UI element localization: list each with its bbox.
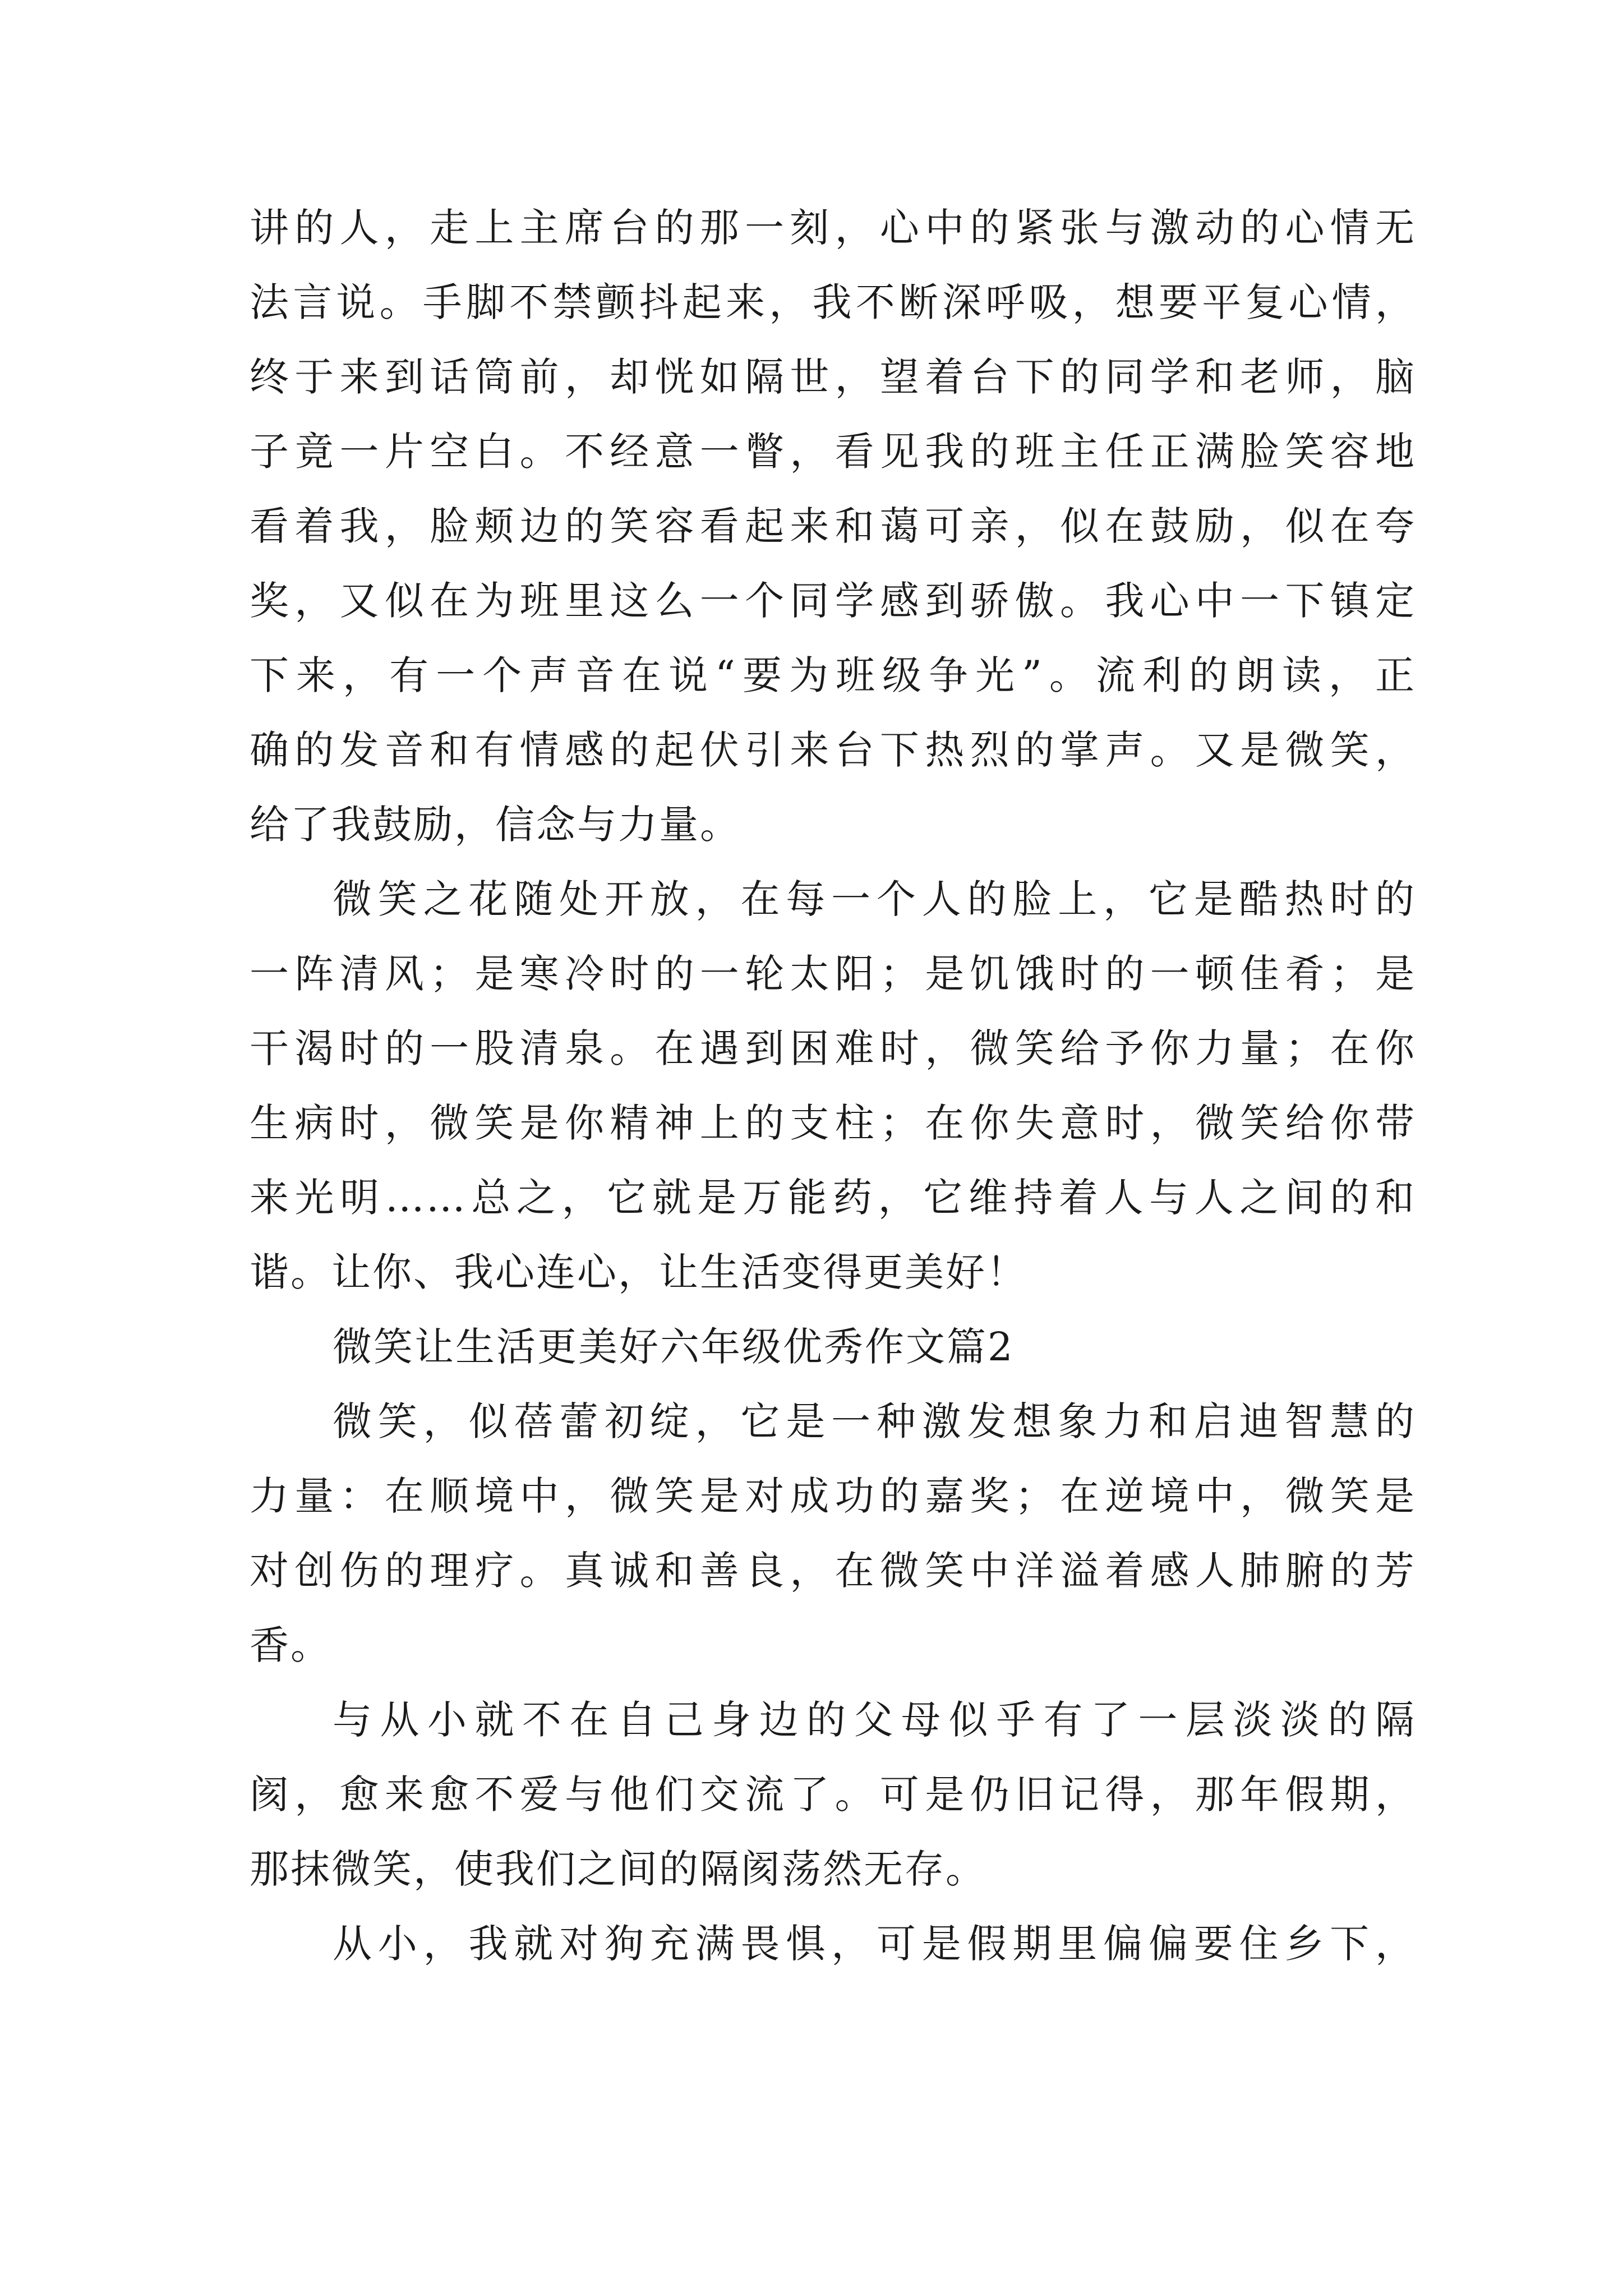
text-line: 对创伤的理疗。真诚和善良，在微笑中洋溢着感人肺腑的芳 <box>250 1548 1416 1594</box>
text-line: 那抹微笑，使我们之间的隔阂荡然无存。 <box>250 1846 986 1892</box>
text-line: 谐。让你、我心连心，让生活变得更美好！ <box>250 1249 1027 1295</box>
text-line: 终于来到话筒前，却恍如隔世，望着台下的同学和老师，脑 <box>250 354 1416 400</box>
text-line: 奖，又似在为班里这么一个同学感到骄傲。我心中一下镇定 <box>250 578 1416 624</box>
section-heading: 微笑让生活更美好六年级优秀作文篇2 <box>333 1324 1015 1370</box>
text-line: 确的发音和有情感的起伏引来台下热烈的掌声。又是微笑， <box>250 727 1416 773</box>
text-line: 讲的人，走上主席台的那一刻，心中的紧张与激动的心情无 <box>250 205 1416 251</box>
text-line: 阂，愈来愈不爱与他们交流了。可是仍旧记得，那年假期， <box>250 1772 1416 1818</box>
text-line: 一阵清风；是寒冷时的一轮太阳；是饥饿时的一顿佳肴；是 <box>250 951 1416 997</box>
text-line: 力量：在顺境中，微笑是对成功的嘉奖；在逆境中，微笑是 <box>250 1473 1416 1519</box>
text-line: 香。 <box>250 1622 331 1668</box>
text-line: 生病时，微笑是你精神上的支柱；在你失意时，微笑给你带 <box>250 1100 1416 1146</box>
text-line: 从小，我就对狗充满畏惧，可是假期里偏偏要住乡下， <box>333 1921 1416 1967</box>
article-body <box>250 191 1416 1981</box>
text-line: 来光明……总之，它就是万能药，它维持着人与人之间的和 <box>250 1175 1416 1221</box>
text-line: 微笑，似蓓蕾初绽，它是一种激发想象力和启迪智慧的 <box>333 1398 1416 1444</box>
text-line: 微笑之花随处开放，在每一个人的脸上，它是酷热时的 <box>333 876 1416 922</box>
text-line: 给了我鼓励，信念与力量。 <box>250 802 741 848</box>
text-line: 下来，有一个声音在说“要为班级争光”。流利的朗读，正 <box>250 652 1416 698</box>
text-line: 看着我，脸颊边的笑容看起来和蔼可亲，似在鼓励，似在夸 <box>250 503 1416 549</box>
text-line: 子竟一片空白。不经意一瞥，看见我的班主任正满脸笑容地 <box>250 429 1416 475</box>
text-line: 法言说。手脚不禁颤抖起来，我不断深呼吸，想要平复心情， <box>250 279 1416 325</box>
text-line: 与从小就不在自己身边的父母似乎有了一层淡淡的隔 <box>333 1697 1416 1743</box>
text-line: 干渴时的一股清泉。在遇到困难时，微笑给予你力量；在你 <box>250 1025 1416 1071</box>
